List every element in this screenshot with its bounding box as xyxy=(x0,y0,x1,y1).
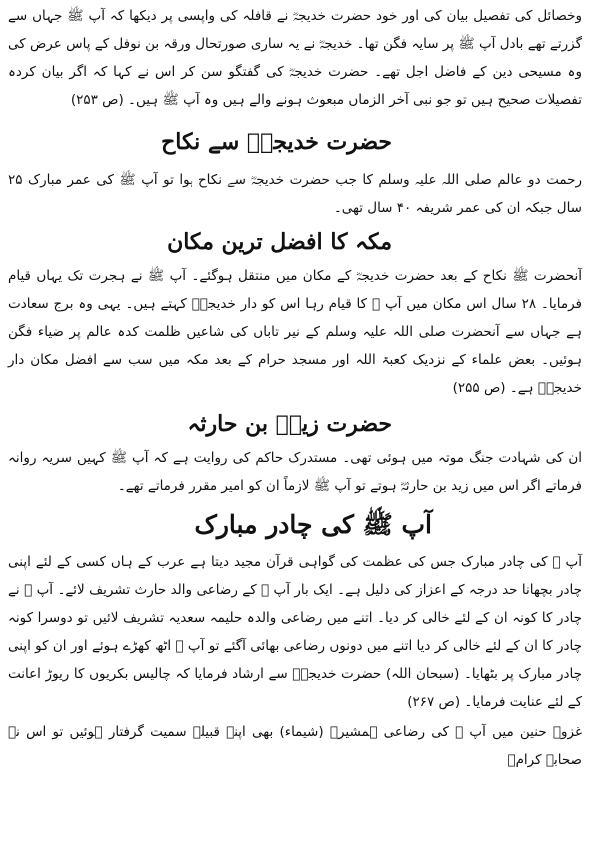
heading-makan: مکہ کا افضل ترین مکان xyxy=(167,229,392,255)
paragraph-chadar: آپ ﷺ کی چادر مبارک جس کی عظمت کی گواہی قرآن مجید دیتا ہے عرب کے ہاں کسی کے لئے اپنی چادر بچھانا حد درجہ کے اعزاز کی دلیل ہے۔ ایک بار آپ ﷺ کے رضاعی والد حارث تشریف لائے۔ آپ ﷺ نے چادر کا کونہ ان کے لئے خالی کر دیا۔ اتنے میں رضاعی والدہ حلیمہ سعدیہ تشریف لائیں تو دوسرا کونہ چادر کا ان کے لئے خالی کر دیا اتنے میں دونوں رضاعی بھائی آگئے تو آپ ﷺ اٹھ کھڑے ہوئے اور ان کو اپنی چادر مبارک پر بٹھایا۔ (سبحان اللہ) حضرت خدیجہؓ سے ارشاد فرمایا کہ چالیس بکریوں کا ریوڑ اعانت کے لئے عنایت فرمایا۔ (ص ۲۶۷) xyxy=(8,554,582,710)
paragraph-hunain: غزوہ حنین میں آپ ﷺ کی رضاعی ہمشیرہ (شیماء) بھی اپنے قبیلہ سمیت گرفتار ہوئیں تو اس نے صحابہ کرامؓ xyxy=(8,724,582,768)
heading-chadar: آپ ﷺ کی چادر مبارک xyxy=(194,510,432,539)
heading-zaid: حضرت زیدؓ بن حارثہ xyxy=(187,411,392,437)
paragraph-makan: آنحضرت ﷺ نکاح کے بعد حضرت خدیجہؓ کے مکان میں منتقل ہوگئے۔ آپ ﷺ نے ہجرت تک یہاں قیام فرمایا۔ ۲۸ سال اس مکان میں آپ ﷺ کا قیام رہا اس کو دار خدیجہؓ کہتے ہیں۔ یہی وہ برج سعادت ہے جہاں سے آنحضرت صلی اللہ علیہ وسلم کے نیر تاباں کی شاعیں ظلمت کدہ عالم پر ضیاء فگن ہوئیں۔ بعض علماء کے نزدیک کعبۃ اللہ اور مسجد حرام کے بعد مکہ میں سب سے افضل مکان دار خدیجہؓ ہے۔ (ص ۲۵۵) xyxy=(8,268,583,396)
paragraph-intro: وخصائل کی تفصیل بیان کی اور خود حضرت خدیجہؓ نے قافلہ کی واپسی پر دیکھا کہ آپ ﷺ جہاں سے گزرتے تھے بادل آپ ﷺ پر سایہ فگن تھا۔ خدیجہؓ نے یہ ساری صورتحال ورقہ بن نوفل کے پاس عرض کی وہ مسیحی دین کے فاضل اجل تھے۔ حضرت خدیجہؓ کی گفتگو سن کر اس نے کہا کہ اگر بیان کردہ تفصیلات صحیح ہیں تو جو نبی آخر الزماں مبعوث ہونے والے ہیں وہ آپ ﷺ ہیں۔ (ص ۲۵۳) xyxy=(8,8,582,108)
paragraph-zaid: ان کی شہادت جنگ موتہ میں ہوئی تھی۔ مستدرک حاکم کی روایت ہے کہ آپ ﷺ کہیں سریہ روانہ فرماتے اگر اس میں زید بن حارثہؓ ہوتے تو آپ ﷺ لازماً ان کو امیر مقرر فرماتے تھے۔ xyxy=(8,450,582,494)
paragraph-nikah: رحمت دو عالم صلی اللہ علیہ وسلم کا جب حضرت خدیجہؓ سے نکاح ہوا تو آپ ﷺ کی عمر مبارک ۲۵ سال جبکہ ان کی عمر شریفہ ۴۰ سال تھی۔ xyxy=(8,172,582,216)
heading-nikah: حضرت خدیجہؓ سے نکاح xyxy=(161,129,392,155)
